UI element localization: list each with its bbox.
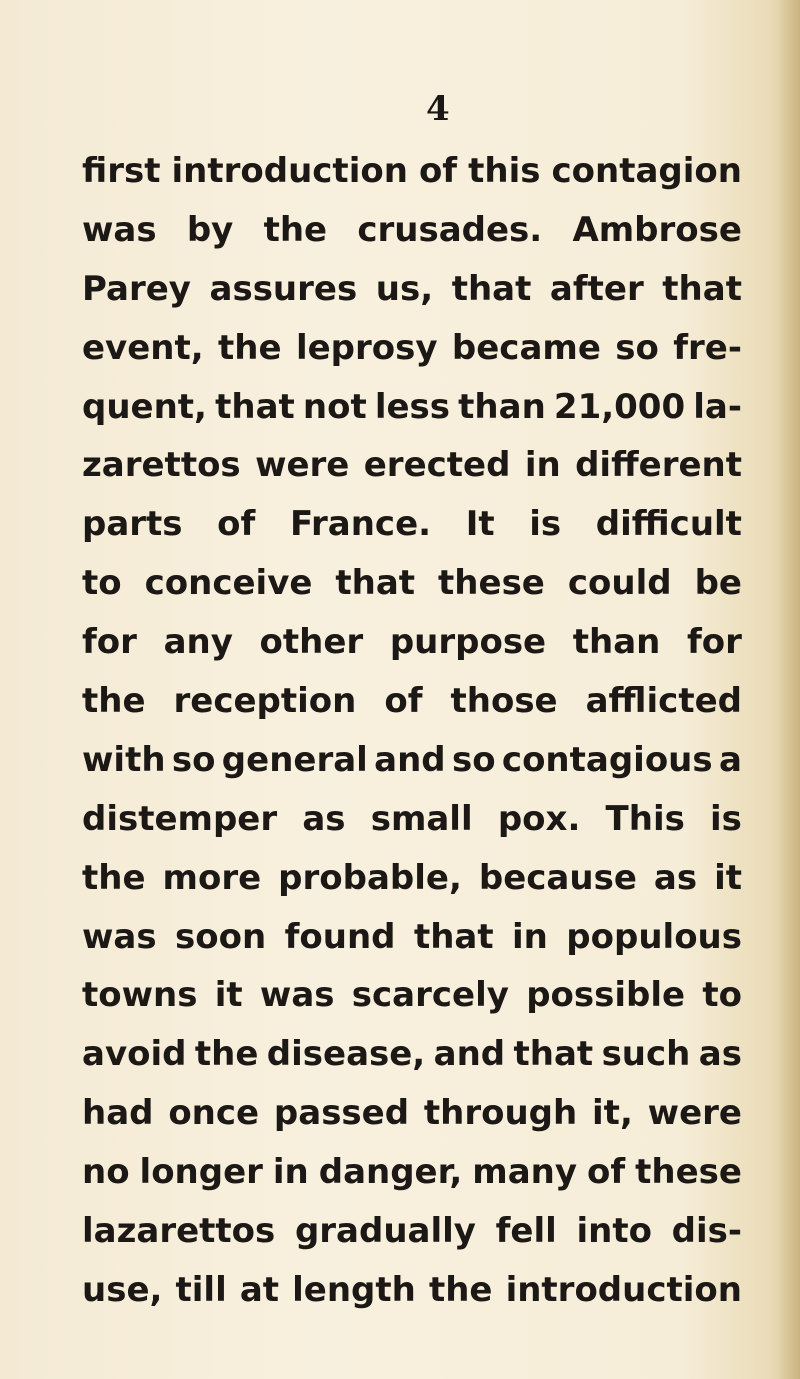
- word: fell: [495, 1211, 557, 1252]
- word: any: [163, 622, 233, 663]
- word: of: [384, 681, 423, 722]
- word: disease,: [266, 1034, 426, 1075]
- word: assures: [209, 268, 358, 309]
- word: as: [653, 857, 698, 898]
- word: dis-: [671, 1211, 742, 1252]
- word: that: [215, 386, 295, 427]
- text-line: [82, 504, 742, 563]
- word: us,: [375, 268, 434, 309]
- word: that: [451, 268, 532, 309]
- word: that: [662, 268, 742, 309]
- word: as: [302, 798, 346, 839]
- text-line: [82, 1093, 742, 1152]
- word: longer: [139, 1152, 263, 1193]
- word: populous: [566, 916, 742, 957]
- text-line: [82, 269, 742, 328]
- word: this: [468, 151, 541, 191]
- word: it: [714, 857, 742, 898]
- word: than: [572, 622, 661, 663]
- word: that: [513, 1034, 594, 1075]
- word: erected: [363, 445, 511, 486]
- word: in: [512, 916, 548, 957]
- word: small: [370, 798, 473, 839]
- word: of: [418, 151, 458, 191]
- word: It: [465, 504, 495, 545]
- body-text: [82, 151, 742, 1329]
- word: was: [82, 916, 157, 957]
- word: of: [217, 504, 256, 545]
- word: those: [450, 681, 558, 722]
- word: conceive: [144, 563, 313, 604]
- word: scarcely: [351, 975, 509, 1016]
- word: could: [567, 563, 672, 604]
- word: was: [259, 975, 335, 1016]
- word: different: [575, 445, 742, 486]
- text-line: [82, 799, 742, 858]
- word: event,: [82, 327, 204, 368]
- word: the: [428, 1269, 493, 1310]
- word: so: [451, 739, 496, 780]
- text-line: [82, 1270, 742, 1329]
- word: that: [413, 916, 494, 957]
- word: these: [635, 1152, 742, 1193]
- word: the: [82, 681, 146, 722]
- word: fre-: [673, 327, 742, 368]
- word: it,: [592, 1093, 633, 1134]
- word: were: [255, 445, 350, 486]
- word: danger,: [318, 1152, 463, 1193]
- word: once: [168, 1093, 260, 1134]
- word: the: [82, 857, 146, 898]
- text-line: [82, 1211, 742, 1270]
- word: be: [694, 563, 742, 604]
- text-line: [82, 151, 742, 210]
- word: parts: [82, 504, 183, 545]
- word: at: [239, 1269, 280, 1310]
- word: became: [451, 327, 601, 368]
- text-line: [82, 917, 742, 976]
- word: introduction: [171, 151, 408, 191]
- text-line: [82, 445, 742, 504]
- word: use,: [82, 1269, 163, 1310]
- word: found: [284, 916, 396, 957]
- word: for: [687, 622, 742, 663]
- word: crusades.: [357, 209, 543, 250]
- word: the: [218, 327, 282, 368]
- text-line: [82, 622, 742, 681]
- word: the: [263, 209, 328, 250]
- word: it: [214, 975, 243, 1016]
- word: first: [82, 151, 161, 191]
- word: through: [423, 1093, 578, 1134]
- word: soon: [175, 916, 267, 957]
- word: Parey: [82, 268, 191, 309]
- word: a: [718, 739, 742, 780]
- word: general: [221, 739, 368, 780]
- word: introduction: [505, 1269, 742, 1310]
- word: had: [82, 1093, 154, 1134]
- word: not: [302, 386, 367, 427]
- word: the: [194, 1034, 259, 1075]
- word: so: [615, 327, 659, 368]
- word: in: [524, 445, 561, 486]
- text-line: [82, 1152, 742, 1211]
- word: no: [82, 1152, 130, 1193]
- word: pox.: [497, 798, 581, 839]
- text-line: [82, 975, 742, 1034]
- word: till: [175, 1269, 227, 1310]
- word: more: [162, 857, 262, 898]
- word: lazarettos: [82, 1211, 276, 1252]
- word: and: [374, 739, 446, 780]
- word: in: [272, 1152, 309, 1193]
- word: to: [702, 975, 742, 1016]
- word: reception: [173, 681, 357, 722]
- word: such: [601, 1034, 691, 1075]
- text-line: [82, 210, 742, 269]
- word: probable,: [278, 857, 462, 898]
- word: by: [186, 209, 234, 250]
- word: into: [576, 1211, 652, 1252]
- word: afflicted: [585, 681, 742, 722]
- page-edge-shadow: [778, 0, 800, 1379]
- word: for: [82, 622, 137, 663]
- word: because: [478, 857, 637, 898]
- word: that: [335, 563, 416, 604]
- word: is: [710, 798, 742, 839]
- text-line: [82, 387, 742, 446]
- text-line: [82, 1034, 742, 1093]
- word: avoid: [82, 1034, 187, 1075]
- word: gradually: [294, 1211, 476, 1252]
- word: purpose: [389, 622, 547, 663]
- word: distemper: [82, 798, 278, 839]
- text-line: [82, 681, 742, 740]
- word: was: [82, 209, 157, 250]
- word: after: [549, 268, 644, 309]
- text-line: [82, 328, 742, 387]
- page-number: 4: [426, 89, 450, 129]
- word: possible: [526, 975, 686, 1016]
- word: difficult: [595, 504, 742, 545]
- word: passed: [273, 1093, 410, 1134]
- word: la-: [693, 386, 742, 427]
- text-line: [82, 563, 742, 622]
- text-line: [82, 858, 742, 917]
- word: to: [82, 563, 122, 604]
- word: of: [587, 1152, 626, 1193]
- text-line: [82, 740, 742, 799]
- word: other: [259, 622, 364, 663]
- word: towns: [82, 975, 198, 1016]
- word: so: [171, 739, 216, 780]
- word: France.: [289, 504, 432, 545]
- word: and: [433, 1034, 506, 1075]
- word: these: [438, 563, 545, 604]
- word: than: [458, 386, 546, 427]
- word: quent,: [82, 386, 207, 427]
- word: less: [374, 386, 451, 427]
- word: contagious: [501, 739, 713, 780]
- word: contagion: [551, 151, 742, 191]
- word: leprosy: [295, 327, 438, 368]
- word: 21,000: [553, 386, 686, 427]
- word: were: [647, 1093, 742, 1134]
- word: as: [698, 1034, 742, 1075]
- word: This: [605, 798, 685, 839]
- word: is: [529, 504, 562, 545]
- word: many: [472, 1152, 578, 1193]
- word: with: [82, 739, 166, 780]
- word: length: [292, 1269, 416, 1310]
- word: Ambrose: [572, 209, 742, 250]
- word: zarettos: [82, 445, 241, 486]
